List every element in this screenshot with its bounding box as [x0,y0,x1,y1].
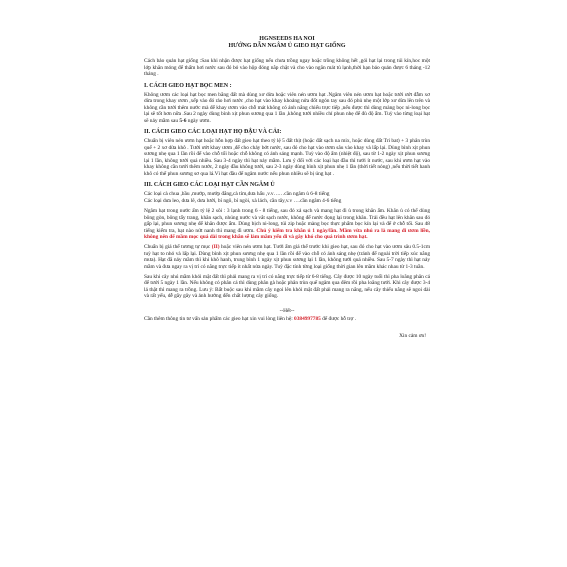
sprout-days: 5-6 [179,117,187,124]
contact-line [144,316,430,323]
section-2-body: Chuẩn bị viên nén ươm hạt hoặc hỗn hợp đất gieo hạt theo tỷ lệ 5 đất thịt (hoặc đất sạch na mix, hoặc dùng đất Tri bat) + 3 phân trùn quế + 2 xơ dừa khô . Tưới ướt khay ươm ,để cho chảy bớt nước, sau đó cho hạt vào ươm sâu vào khay và lấp lại. Dùng bình xịt phun sương nhẹ qua 1 lần rồi để vào chỗ tối hoặc chỗ không có ánh sáng mạnh. Tuỳ vào độ ẩm (nhiệt độ), sau từ 1-2 ngày xịt phun sương lại 1 lần, không tưới quá nhiều. Sau 3-4 ngày thì hạt nảy mầm. Lưu ý đối với các loại hạt đầu thì tưới ít nước, sau khi ươm hạt vào khay không cần tưới thêm nước, 2 ngày đầu không tưới, sau 2-3 ngày dùng bình xịt phun nhẹ 1 lần (thời tiết nóng) ,nếu thời tiết hanh khô có thể phun sương sơ qua lá.Vì hạt đầu để ngâm nước nếu phun nhiều sẽ bị úng hạt . [144,138,430,177]
warning-note: Chú ý kiểm tra khăn ủ 1 ngày/lần. Mầm vừa nhú ra là mang đi ươm liền, không nên để mầm mọc quá dài trong khăn sẽ làm mầm yếu đi và gây khó cho quá trình ươm hạt. [144,227,430,240]
contact-prefix: Cần thêm thông tin tư vấn sản phẩm các gieo hạt xin vui lòng liên hệ: [144,316,295,322]
section-3-paragraph-2 [144,244,430,270]
section-3-paragraph-3: Sau khi cây nhú mầm khỏi mặt đất thì phải mang ra vị trí có nắng trực tiếp từ 6-8 tiếng. Cây được 10 ngày tuổi thì pha loãng phân cá để tưới 5 ngày 1 lần. Nếu không có phân cá thì dùng phân gà hoặc phân trùn quế ngâm qua đêm rồi pha loãng tưới. Khi cây được 3-4 lá thật thì mang ra trồng. Lưu ý: Bất buộc sau khi mầm cây ngoi lên khỏi mặt đất phải mang ra nắng, nếu cây thiếu nắng sẽ ngoi dài và rất yếu, dễ gãy gây và ảnh hưởng đến chất lượng cây giống. [144,273,430,299]
section-1-tail: ngày ươm. [186,117,211,124]
phone-number: 0384997785 [294,316,321,322]
end-separator: --Hết-- [279,307,295,314]
document-title: HƯỚNG DẪN NGÂM Ủ GIEO HẠT GIỐNG [228,43,346,49]
contact-suffix: để được hỗ trợ . [320,316,357,322]
soak-time-line-2: Các loại dưa leo, dưa lê, dưa lưới, bí ngô, bí ngòi, xà lách, cần tây,v.v ….cần ngâm 4-6 tiếng [144,197,342,204]
section-3-paragraph-1 [144,208,430,241]
intro-paragraph: Cách bảo quản hạt giống :Sau khi nhận được hạt giống nếu chưa trồng ngay hoặc trồng không hết ,gói hạt lại trong túi kín,hoc một lớp khăn mỏng để thấm hơi nước sau đó bỏ vào hộp đóng nắp chặt và cho vào ngăn mát tủ lạnh,thời hạn bảo quản được 6 tháng -12 tháng . [144,58,430,77]
thank-you-note: Xin cảm ơn! [399,332,426,339]
soak-time-line-1: Các loại cà chua ,bầu ,mướp, mướp đắng,cà tím,dưa hấu ,v.v……cần ngâm ủ 6-8 tiếng [144,191,330,197]
sowing-text-rest: hoặc viên nén ươm hạt. Tưới ẩm giá thể trước khi gieo hạt, sau đó cho hạt vào ươm sâu 0.5-1cm tuỳ hạt to nhỏ và lấp lại. Dùng bình xịt phun sương nhẹ qua 1 lần rồi để vào chỗ có ánh sáng nhẹ (tránh để ngoài trời tiếp xúc nắng mưa). Hạt đã nảy mầm thì khi khô hanh, trung bình 1 ngày xịt phun sương lại 1 lần, không tưới quá nhiều. Sau 5-7 ngày thì hạt nảy mầm và đưa ngay ra vị trí có nắng trực tiếp ít nhất nửa ngày. Tuỳ đặc tính từng loại giống thời gian lên mầm khác nhau từ 1-3 tuần. [144,244,430,270]
sowing-text-start: Chuẩn bị giá thể tương tự mục [144,244,212,250]
section-1-heading: I. CÁCH GIEO HẠT BỌC MEN : [144,82,232,89]
section-1-body [144,92,430,125]
section-3-heading: III. CÁCH GIEO CÁC LOẠI HẠT CẦN NGÂM Ủ [144,182,275,188]
guide-document [144,36,430,339]
company-name: HGNSEEDS HA NOI [259,36,315,42]
soak-instructions: Ngâm hạt trong nước ấm tỷ lệ 2 sôi : 3 lạnh trong 6 - 8 tiếng, sau đó xả sạch và mang hạt đi ủ trong khăn ẩm. Khăn ủ có thể dùng bông gòn, bông tẩy trang, khăn sạch, nhúng nước và vắt sạch nước, không để nước đọng lại trong khăn. Trải đều hạt lên khăn sau đó gấp lại, phun sương nhẹ để khăn được ẩm. Dùng bịch ni-long, túi zip hoặc màng bọc thực phẩm bọc kín lại và để ở chỗ tối. Sau 48 tiếng kiểm tra, hạt nào nứt nanh thì mang đi ươm. [144,208,430,234]
section-2-heading: II. CÁCH GIEO CÁC LOẠI HẠT HỌ ĐẬU VÀ CẢI: [144,129,282,135]
section-reference: (II) [211,244,220,250]
section-1-text: Không ươm các loại hạt bọc men bằng đất mà dùng xơ dừa hoặc viên nén ươm hạt .Ngâm viên nén ươm hạt hoặc tưới ướt đẫm xơ dừa trong khay ươm ,xếp vào đó rảo hơi nước ,cho hạt vào khay khoảng nửa đốt ngón tay sau đó phủ nhẹ một lớp xơ dừa lên trên và không cần tưới thêm nước mà để khay ươm vào chỗ mát không có ánh nắng chiếu trực tiếp ,nếu được thì dùng màng bọc ni-long bọc lại sẽ tốt hơn nữa .Sau 2 ngày dùng bình xịt phun sương qua 1 lần ,không tưới nhiều chỉ phun nhẹ để đủ độ ẩm. Tuỳ vào từng loại hạt sẽ nảy mầm sau [144,91,430,124]
